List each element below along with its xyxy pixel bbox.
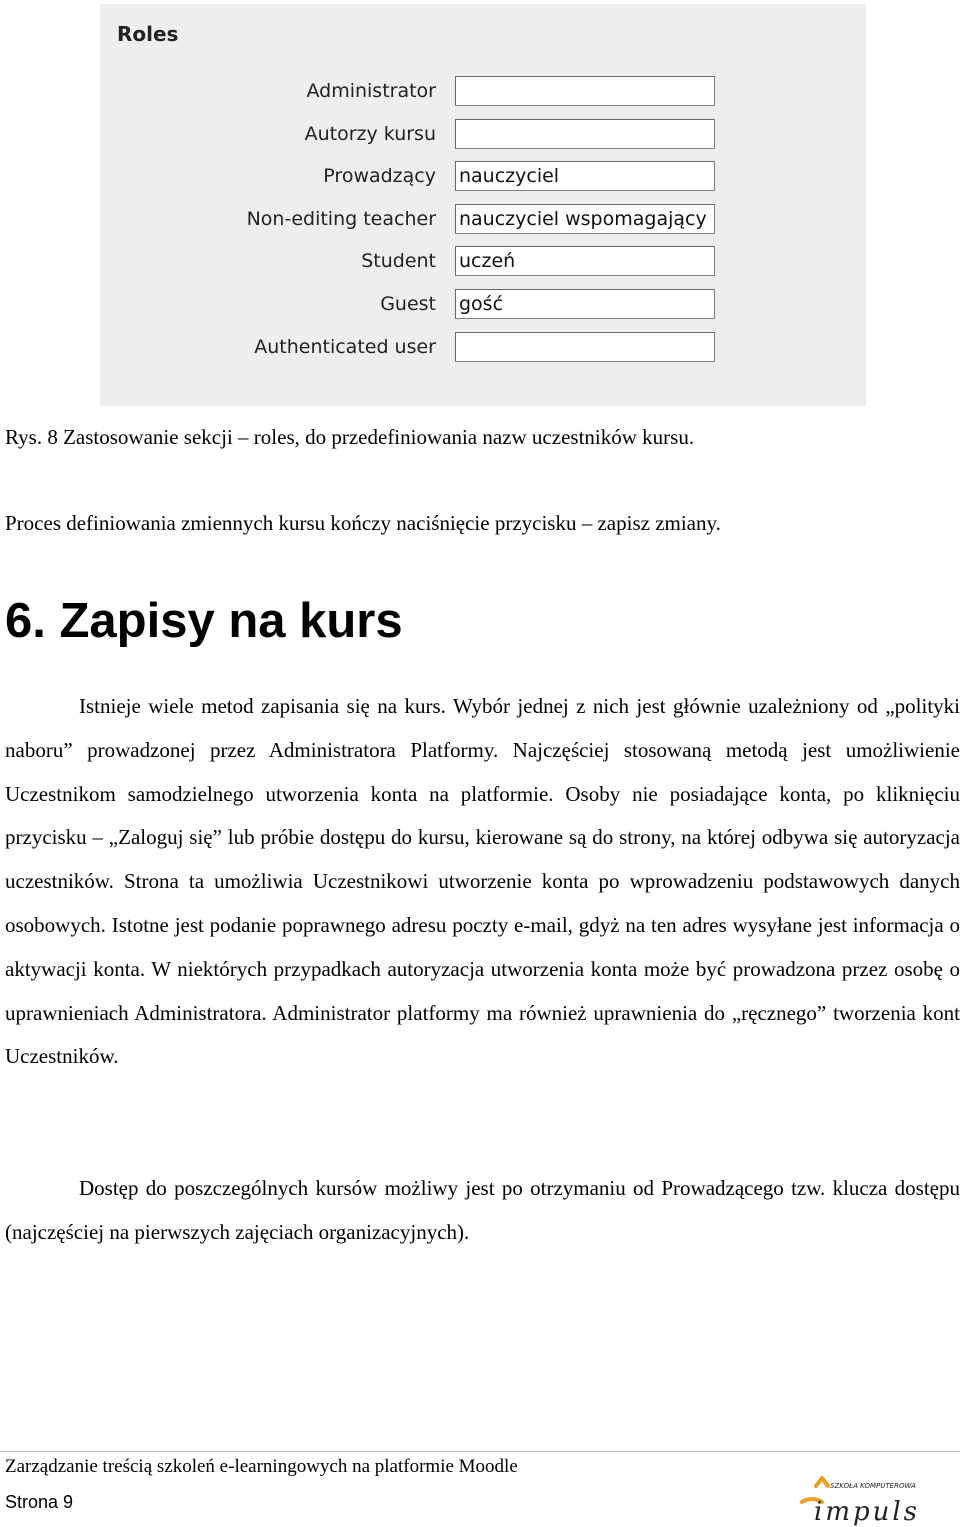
role-row-guest <box>100 289 866 323</box>
svg-text:impuls: impuls <box>814 1497 920 1526</box>
roles-screenshot <box>100 4 866 406</box>
footer-divider <box>0 1451 960 1452</box>
svg-text:SZKOŁA KOMPUTEROWA: SZKOŁA KOMPUTEROWA <box>830 1482 916 1490</box>
role-name-input[interactable] <box>455 204 715 234</box>
paragraph-text: Dostęp do poszczególnych kursów możliwy jest po otrzymaniu od Prowadzącego tzw. klucza dostępu (najczęściej na pierwszych zajęciach organizacyjnych). <box>5 1176 960 1244</box>
role-row-non-editing-teacher <box>100 204 866 238</box>
intro-text: Proces definiowania zmiennych kursu kończy naciśnięcie przycisku – zapisz zmiany. <box>5 511 721 535</box>
role-label: Administrator <box>306 80 436 102</box>
role-label: Authenticated user <box>254 336 436 358</box>
role-name-input[interactable] <box>455 119 715 149</box>
role-name-input[interactable] <box>455 161 715 191</box>
paragraph-text: Istnieje wiele metod zapisania się na kurs. Wybór jednej z nich jest głównie uzależniony od „polityki naboru” prowadzonej przez Administratora Platformy. Najczęściej stosowaną metodą jest umożliwienie Uczestnikom samodzielnego utworzenia konta na platformie. Osoby nie posiadające konta, po kliknięciu przycisku – „Zaloguj się” lub próbie dostępu do kursu, kierowane są do strony, na której odbywa się autoryzacja uczestników. Strona ta umożliwia Uczestnikowi utworzenie konta po wprowadzeniu podstawowych danych osobowych. Istotne jest podanie poprawnego adresu poczty e-mail, gdyż na ten adres wysyłane jest informacja o aktywacji konta. W niektórych przypadkach autoryzacja utworzenia konta może być prowadzona przez osobę o uprawnieniach Administratora. Administrator platformy ma również uprawnienia do „ręcznego” tworzenia kont Uczestników. <box>5 694 960 1069</box>
page-number: Strona 9 <box>5 1492 74 1512</box>
footer-title: Zarządzanie treścią szkoleń e-learningowych na platformie Moodle <box>5 1456 518 1477</box>
figure-caption: Rys. 8 Zastosowanie sekcji – roles, do przedefiniowania nazw uczestników kursu. <box>5 425 695 449</box>
impuls-logo <box>798 1476 920 1526</box>
role-row-student <box>100 246 866 280</box>
role-label: Prowadzący <box>323 165 436 187</box>
body-paragraph <box>5 1167 960 1255</box>
role-name-input[interactable] <box>455 246 715 276</box>
role-label: Student <box>361 250 436 272</box>
section-heading: 6. Zapisy na kurs <box>5 594 403 648</box>
role-label: Autorzy kursu <box>304 123 436 145</box>
role-label: Guest <box>380 293 436 315</box>
role-row-course-authors <box>100 119 866 153</box>
role-name-input[interactable] <box>455 76 715 106</box>
role-row-teacher <box>100 161 866 195</box>
role-name-input[interactable] <box>455 289 715 319</box>
roles-title: Roles <box>117 22 179 46</box>
role-label: Non-editing teacher <box>246 208 436 230</box>
body-paragraph <box>5 685 960 1079</box>
role-row-authenticated-user <box>100 332 866 366</box>
role-name-input[interactable] <box>455 332 715 362</box>
role-row-administrator <box>100 76 866 110</box>
